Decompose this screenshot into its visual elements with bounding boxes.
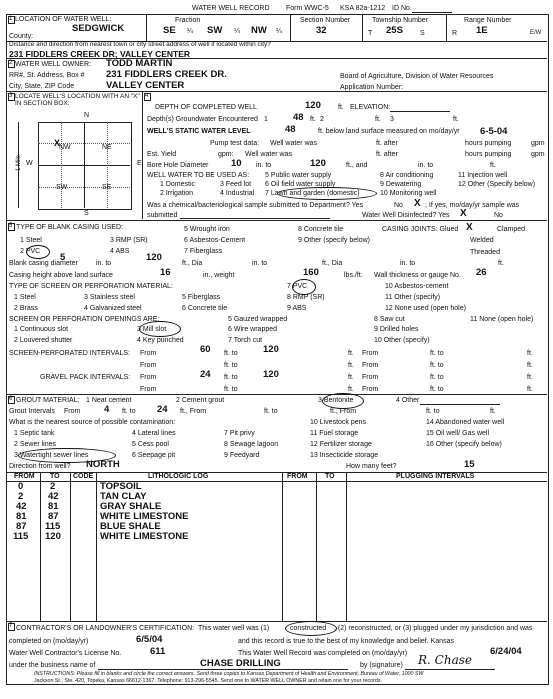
county-label: County: <box>9 33 34 40</box>
signature: R. Chase <box>418 653 472 667</box>
log-row-from: 0 <box>18 481 24 492</box>
ksa-number: KSA 82a-1212 <box>340 5 386 12</box>
record-date: 6/24/04 <box>490 646 522 657</box>
section-label: Section Number <box>300 17 351 24</box>
constructed-text: constructed <box>290 625 327 632</box>
direction-value: NORTH <box>86 459 120 470</box>
contamination-label: What is the nearest source of possible contamination: <box>9 419 176 426</box>
casing-4: 4 ABS <box>110 248 130 255</box>
log-row-desc: BLUE SHALE <box>100 521 161 532</box>
fraction-label: Fraction <box>175 17 201 24</box>
log-row-to: 42 <box>48 491 59 502</box>
height-label: Casing height above land surface <box>9 272 113 279</box>
log-row-to: 120 <box>45 531 61 542</box>
log-row-from: 2 <box>18 491 24 502</box>
weight-value: 160 <box>303 267 319 278</box>
section-box <box>38 122 132 210</box>
cert-heading: CONTRACTOR'S OR LANDOWNER'S CERTIFICATION: <box>16 625 195 632</box>
bore-to: 120 <box>310 158 326 169</box>
blank-dia-value: 5 <box>60 252 66 263</box>
range-value: 1E <box>476 25 488 36</box>
glued-x: X <box>466 222 473 233</box>
disinfected-x: X <box>460 208 467 219</box>
fraction-3: NW <box>251 25 267 36</box>
use-2: 2 Irrigation <box>160 190 194 197</box>
howmany-value: 15 <box>464 459 475 470</box>
static-date: 6-5-04 <box>480 126 508 137</box>
blank-to-value: 120 <box>146 252 162 263</box>
owner-heading: WATER WELL OWNER: <box>15 61 91 68</box>
application-label: Application Number: <box>340 84 404 91</box>
license-label: Water Well Contractor's License No. <box>9 650 122 657</box>
use-9: 9 Dewatering <box>380 181 422 188</box>
instructions-line-1: INSTRUCTIONS: Please fill in blanks and circle the correct answers. Send three copies to Kansas Department of Health and Environment, Bureau of Water, 1000 SW <box>34 671 424 677</box>
quad-nw: NW <box>59 144 71 151</box>
use-8: 8 Air conditioning <box>380 172 434 179</box>
use-5: 5 Public water supply <box>265 172 332 179</box>
openings-label: SCREEN OR PERFORATION OPENINGS ARE: <box>9 316 160 323</box>
casing-8: 8 Concrete tile <box>298 226 344 233</box>
gravel-label: GRAVEL PACK INTERVALS: <box>40 374 131 381</box>
log-row-desc: WHITE LIMESTONE <box>100 531 189 542</box>
mill-slot-circle <box>139 321 181 337</box>
screen-type-label: TYPE OF SCREEN OR PERFORATION MATERIAL: <box>9 283 173 290</box>
completed-value: 6/5/04 <box>136 634 163 645</box>
compass-w: W <box>26 160 33 167</box>
log-row-from: 42 <box>16 501 27 512</box>
county-value: SEDGWICK <box>72 23 125 34</box>
static-label: WELL'S STATIC WATER LEVEL <box>147 128 251 135</box>
use-11: 11 Injection well <box>458 172 508 179</box>
use-6: 6 Oil field water supply <box>265 181 336 188</box>
well-mark: X <box>54 138 61 148</box>
log-row-desc: GRAY SHALE <box>100 501 162 512</box>
distance-value: 231 FIDDLERS CREEK DR; VALLEY CENTER <box>9 49 191 59</box>
quad-sw: SW <box>56 184 68 191</box>
compass-n: N <box>84 112 90 119</box>
chem-label: Was a chemical/bacteriological sample submitted to Department? Yes <box>147 202 364 209</box>
log-row-to: 87 <box>48 511 59 522</box>
compass-e: E <box>137 160 142 167</box>
casing-1: 1 Steel <box>20 237 42 244</box>
address-label: RR#, St. Address, Box # <box>9 72 85 79</box>
log-row-to: 2 <box>50 481 56 492</box>
casing-heading: TYPE OF BLANK CASING USED: <box>16 224 123 231</box>
casing-3: 3 RMP (SR) <box>110 237 148 244</box>
log-header-lithology: LITHOLOGIC LOG <box>148 473 209 480</box>
casing-5: 5 Wrought iron <box>184 226 230 233</box>
spi-to: 120 <box>263 344 279 355</box>
township-value: 25S <box>386 25 403 36</box>
wall-label: Wall thickness or gauge No. <box>374 272 461 279</box>
form-title: WATER WELL RECORD <box>192 5 270 12</box>
howmany-label: How many feet? <box>346 463 397 470</box>
groundwater-1: 48 <box>293 112 304 123</box>
fraction-1: SE <box>163 25 176 36</box>
disinfected-label: Water Well Disinfected? Yes <box>362 212 450 219</box>
business-label: under the business name of <box>9 662 96 669</box>
use-10: 10 Monitoring well <box>380 190 437 197</box>
use-4: 4 Industrial <box>220 190 255 197</box>
spi-label: SCREEN-PERFORATED INTERVALS: <box>9 350 130 357</box>
log-header-to-2: TO <box>325 473 335 480</box>
address-value: 231 FIDDLERS CREEK DR. <box>106 69 227 80</box>
use-7-circle <box>277 187 377 200</box>
log-row-to: 115 <box>45 521 61 532</box>
city-value: VALLEY CENTER <box>106 80 185 91</box>
quad-ne: NE <box>102 144 112 151</box>
range-label: Range Number <box>464 17 512 24</box>
owner-name: TODD MARTIN <box>106 58 173 69</box>
spi-from: 60 <box>200 344 211 355</box>
city-label: City, State, ZIP Code <box>9 83 75 90</box>
log-header-from-2: FROM <box>287 473 308 480</box>
locate-heading: LOCATE WELL'S LOCATION WITH AN "X" IN SECTION BOX: <box>15 93 140 108</box>
fraction-2: SW <box>207 25 223 36</box>
log-header-code: CODE <box>73 473 94 480</box>
use-3: 3 Feed lot <box>220 181 252 188</box>
direction-label: Direction from well? <box>9 463 71 470</box>
log-row-from: 115 <box>13 531 29 542</box>
id-label: ID No. <box>392 5 412 12</box>
use-1: 1 Domestic <box>160 181 196 188</box>
screen-pvc-circle <box>292 279 316 295</box>
casing-9: 9 Other (specify below) <box>298 237 370 244</box>
mile-label: 1 Mile <box>16 154 23 172</box>
township-label: Township Number <box>372 17 429 24</box>
depth-value: 120 <box>305 100 321 111</box>
completed-label: completed on (mo/day/yr) <box>9 638 89 645</box>
log-row-from: 81 <box>16 511 27 522</box>
instructions-line-2: Jackson St., Ste. 420, Topeka, Kansas 66612-1367. Telephone: 913-296-5545. Send one to WATER WELL OWNER and retain one for your records. <box>34 678 382 684</box>
wall-value: 26 <box>476 267 487 278</box>
pvc-circle <box>26 245 50 259</box>
grout-to: 24 <box>157 404 168 415</box>
log-row-from: 87 <box>16 521 27 532</box>
section-value: 32 <box>316 25 327 36</box>
use-label: WELL WATER TO BE USED AS: <box>147 172 250 179</box>
log-row-to: 81 <box>48 501 59 512</box>
log-row-desc: TAN CLAY <box>100 491 147 502</box>
bentonite-circle <box>322 393 364 409</box>
elevation-label: ELEVATION: <box>350 104 391 111</box>
log-header-plugging: PLUGGING INTERVALS <box>396 473 475 480</box>
business-value: CHASE DRILLING <box>200 658 281 669</box>
chem-x: X <box>414 198 421 209</box>
casing-7: 7 Fiberglass <box>184 248 223 255</box>
joints-label: CASING JOINTS: Glued <box>382 226 459 233</box>
form-number: Form WWC-5 <box>286 5 329 12</box>
location-heading: LOCATION OF WATER WELL: <box>15 16 112 23</box>
grout-from: 4 <box>104 404 110 415</box>
constructed-circle <box>285 621 337 636</box>
log-header-from: FROM <box>14 473 35 480</box>
gravel-to: 120 <box>263 369 279 380</box>
bore-label: Bore Hole Diameter <box>147 162 209 169</box>
grout-interval-label: Grout Intervals <box>9 408 55 415</box>
height-value: 16 <box>160 267 171 278</box>
casing-2: 2 PVC <box>20 248 41 255</box>
bore-value: 10 <box>231 158 242 169</box>
static-value: 48 <box>285 124 296 135</box>
distance-label: Distance and direction from nearest town or city street address of well if located within city? <box>9 41 271 48</box>
log-header-to: TO <box>50 473 60 480</box>
use-12: 12 Other (Specify below) <box>458 181 536 188</box>
quad-se: SE <box>102 184 112 191</box>
log-row-desc: TOPSOIL <box>100 481 142 492</box>
blank-dia-label: Blank casing diameter <box>9 260 78 267</box>
board-label: Board of Agriculture, Division of Water Resources <box>340 73 494 80</box>
gravel-from: 24 <box>200 369 211 380</box>
groundwater-label: Depth(s) Groundwater Encountered <box>147 116 258 123</box>
compass-s: S <box>84 210 89 217</box>
casing-6: 6 Asbestos-Cement <box>184 237 246 244</box>
grout-heading: GROUT MATERIAL: <box>16 397 80 404</box>
use-7: 7 Lawn and garden (domestic) <box>265 190 360 197</box>
depth-label: DEPTH OF COMPLETED WELL <box>155 104 257 111</box>
license-value: 611 <box>150 646 166 657</box>
log-row-desc: WHITE LIMESTONE <box>100 511 189 522</box>
